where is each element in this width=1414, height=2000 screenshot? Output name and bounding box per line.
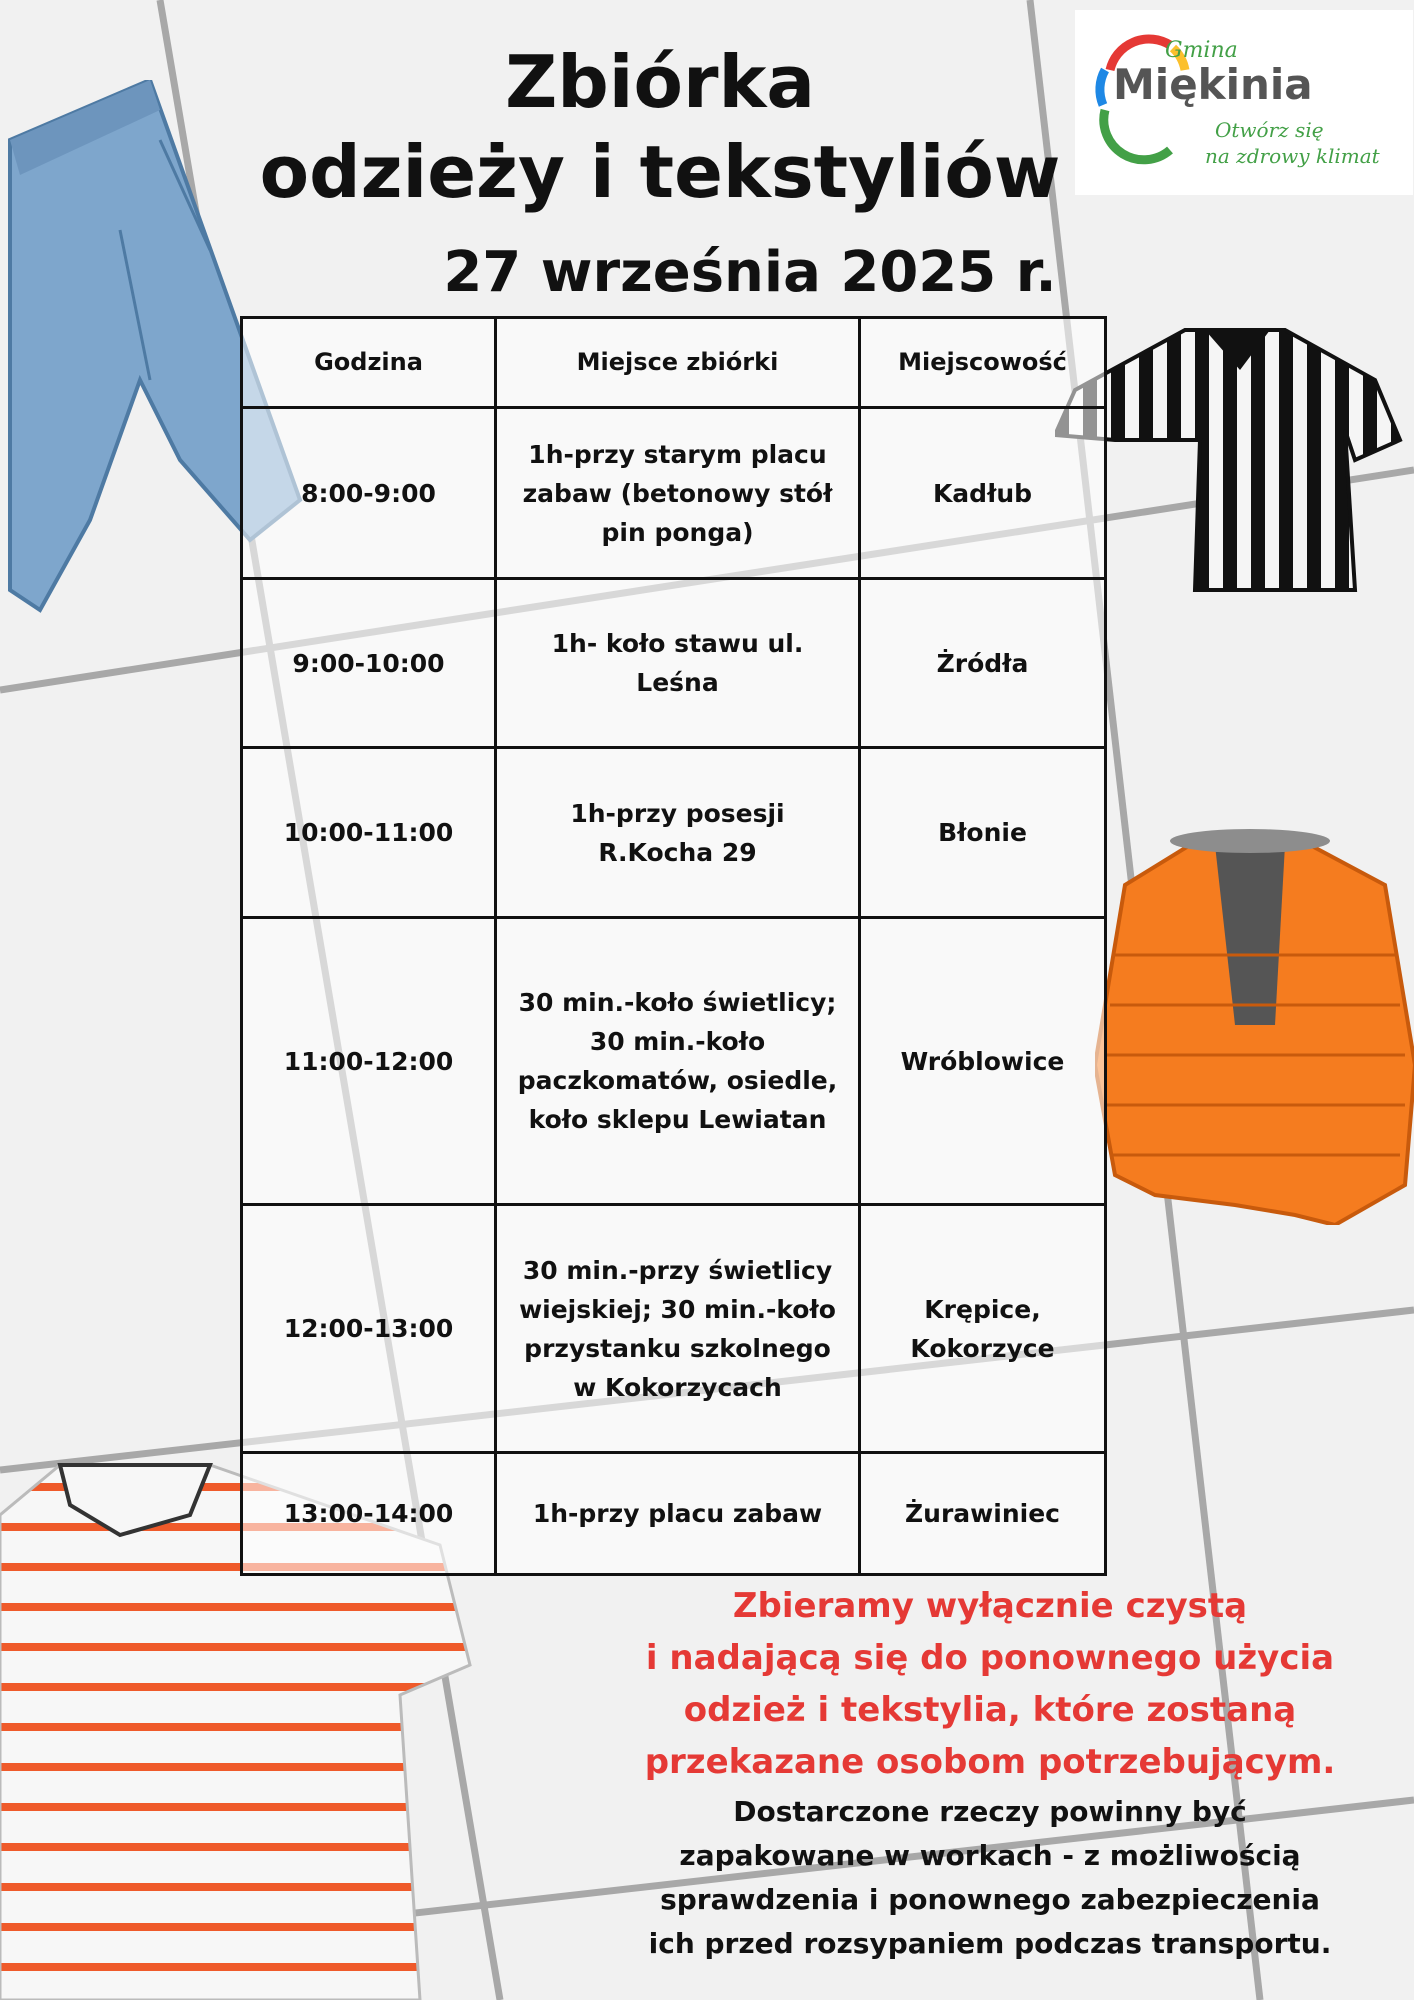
row-time: 8:00-9:00 [242, 408, 496, 579]
row-place: 1h-przy placu zabaw [496, 1453, 860, 1575]
notice-packaging [590, 1790, 1390, 1966]
page-title-line2: odzieży i tekstyliów [259, 130, 1061, 214]
striped-referee-shirt [1055, 320, 1414, 600]
header-time: Godzina [242, 318, 496, 408]
logo-name: Miękinia [1113, 60, 1313, 109]
row-place: 1h- koło stawu ul. Leśna [496, 579, 860, 748]
notice-black-line: ich przed rozsypaniem podczas transportu. [648, 1927, 1332, 1960]
table-row [242, 1205, 1106, 1453]
row-town: Żródła [860, 579, 1106, 748]
row-time: 10:00-11:00 [242, 748, 496, 918]
notice-red-line: i nadającą się do ponownego użycia [645, 1638, 1335, 1678]
event-date: 27 września 2025 r. [443, 240, 1057, 305]
notice-black-line: sprawdzenia i ponownego zabezpieczenia [660, 1883, 1320, 1916]
table-row [242, 579, 1106, 748]
row-time: 13:00-14:00 [242, 1453, 496, 1575]
header-town: Miejscowość [860, 318, 1106, 408]
row-town: Kadłub [860, 408, 1106, 579]
row-place: 1h-przy posesji R.Kocha 29 [496, 748, 860, 918]
orange-winter-jacket [1095, 825, 1414, 1225]
table-row [242, 408, 1106, 579]
header-place: Miejsce zbiórki [496, 318, 860, 408]
logo-slogan-line2: na zdrowy klimat [1205, 144, 1380, 168]
notice-red-line: odzież i tekstylia, które zostaną [683, 1690, 1297, 1730]
notice-clean-clothes [590, 1580, 1390, 1788]
logo-script-gmina: Gmina [1165, 38, 1238, 63]
row-time: 11:00-12:00 [242, 918, 496, 1205]
logo-slogan-line1: Otwórz się [1215, 118, 1324, 142]
table-row [242, 918, 1106, 1205]
table-row [242, 1453, 1106, 1575]
row-place: 1h-przy starym placu zabaw (betonowy stół pin ponga) [496, 408, 860, 579]
notice-red-line: Zbieramy wyłącznie czystą [732, 1586, 1248, 1626]
notice-black-line: zapakowane w workach - z możliwością [679, 1839, 1301, 1872]
table-row [242, 748, 1106, 918]
notice-red-line: przekazane osobom potrzebującym. [644, 1742, 1336, 1782]
page-title-line1: Zbiórka [505, 40, 815, 124]
notice-black-line: Dostarczone rzeczy powinny być [733, 1795, 1247, 1828]
row-town: Błonie [860, 748, 1106, 918]
row-time: 12:00-13:00 [242, 1205, 496, 1453]
row-place: 30 min.-przy świetlicy wiejskiej; 30 min.-koło przystanku szkolnego w Kokorzycach [496, 1205, 860, 1453]
row-town: Żurawiniec [860, 1453, 1106, 1575]
row-time: 9:00-10:00 [242, 579, 496, 748]
row-place: 30 min.-koło świetlicy; 30 min.-koło paczkomatów, osiedle, koło sklepu Lewiatan [496, 918, 860, 1205]
row-town: Wróblowice [860, 918, 1106, 1205]
table-header-row [242, 318, 1106, 408]
row-town: Krępice, Kokorzyce [860, 1205, 1106, 1453]
collection-schedule-table [240, 316, 1107, 1576]
